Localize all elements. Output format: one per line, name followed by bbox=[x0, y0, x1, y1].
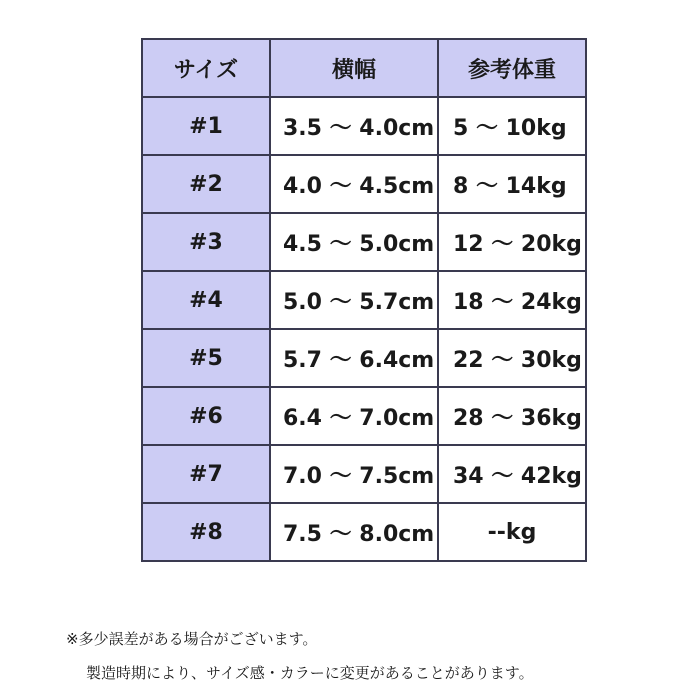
weight-cell: 34 ～ 42kg bbox=[438, 445, 586, 503]
weight-cell: 18 ～ 24kg bbox=[438, 271, 586, 329]
size-cell: #1 bbox=[142, 97, 270, 155]
table-row bbox=[142, 271, 586, 329]
table-row bbox=[142, 503, 586, 561]
width-cell: 5.7 ～ 6.4cm bbox=[270, 329, 438, 387]
table-row bbox=[142, 213, 586, 271]
table-row bbox=[142, 445, 586, 503]
weight-cell: 5 ～ 10kg bbox=[438, 97, 586, 155]
width-cell: 7.0 ～ 7.5cm bbox=[270, 445, 438, 503]
header-weight: 参考体重 bbox=[438, 39, 586, 97]
table-row bbox=[142, 97, 586, 155]
width-cell: 4.5 ～ 5.0cm bbox=[270, 213, 438, 271]
header-size: サイズ bbox=[142, 39, 270, 97]
table-row bbox=[142, 387, 586, 445]
size-chart-table bbox=[141, 38, 587, 562]
manufacturing-note: 製造時期により、サイズ感・カラーに変更があることがあります。 bbox=[86, 664, 534, 682]
size-cell: #6 bbox=[142, 387, 270, 445]
table-row bbox=[142, 155, 586, 213]
table-header-row bbox=[142, 39, 586, 97]
size-cell: #4 bbox=[142, 271, 270, 329]
size-cell: #8 bbox=[142, 503, 270, 561]
width-cell: 5.0 ～ 5.7cm bbox=[270, 271, 438, 329]
table-row bbox=[142, 329, 586, 387]
size-cell: #3 bbox=[142, 213, 270, 271]
weight-cell: 28 ～ 36kg bbox=[438, 387, 586, 445]
weight-cell: 12 ～ 20kg bbox=[438, 213, 586, 271]
weight-cell: 8 ～ 14kg bbox=[438, 155, 586, 213]
header-width: 横幅 bbox=[270, 39, 438, 97]
weight-cell: --kg bbox=[438, 503, 586, 561]
weight-cell: 22 ～ 30kg bbox=[438, 329, 586, 387]
width-cell: 4.0 ～ 4.5cm bbox=[270, 155, 438, 213]
disclaimer-note: ※多少誤差がある場合がございます。 bbox=[66, 630, 318, 648]
width-cell: 3.5 ～ 4.0cm bbox=[270, 97, 438, 155]
size-cell: #7 bbox=[142, 445, 270, 503]
size-cell: #2 bbox=[142, 155, 270, 213]
width-cell: 7.5 ～ 8.0cm bbox=[270, 503, 438, 561]
size-cell: #5 bbox=[142, 329, 270, 387]
width-cell: 6.4 ～ 7.0cm bbox=[270, 387, 438, 445]
